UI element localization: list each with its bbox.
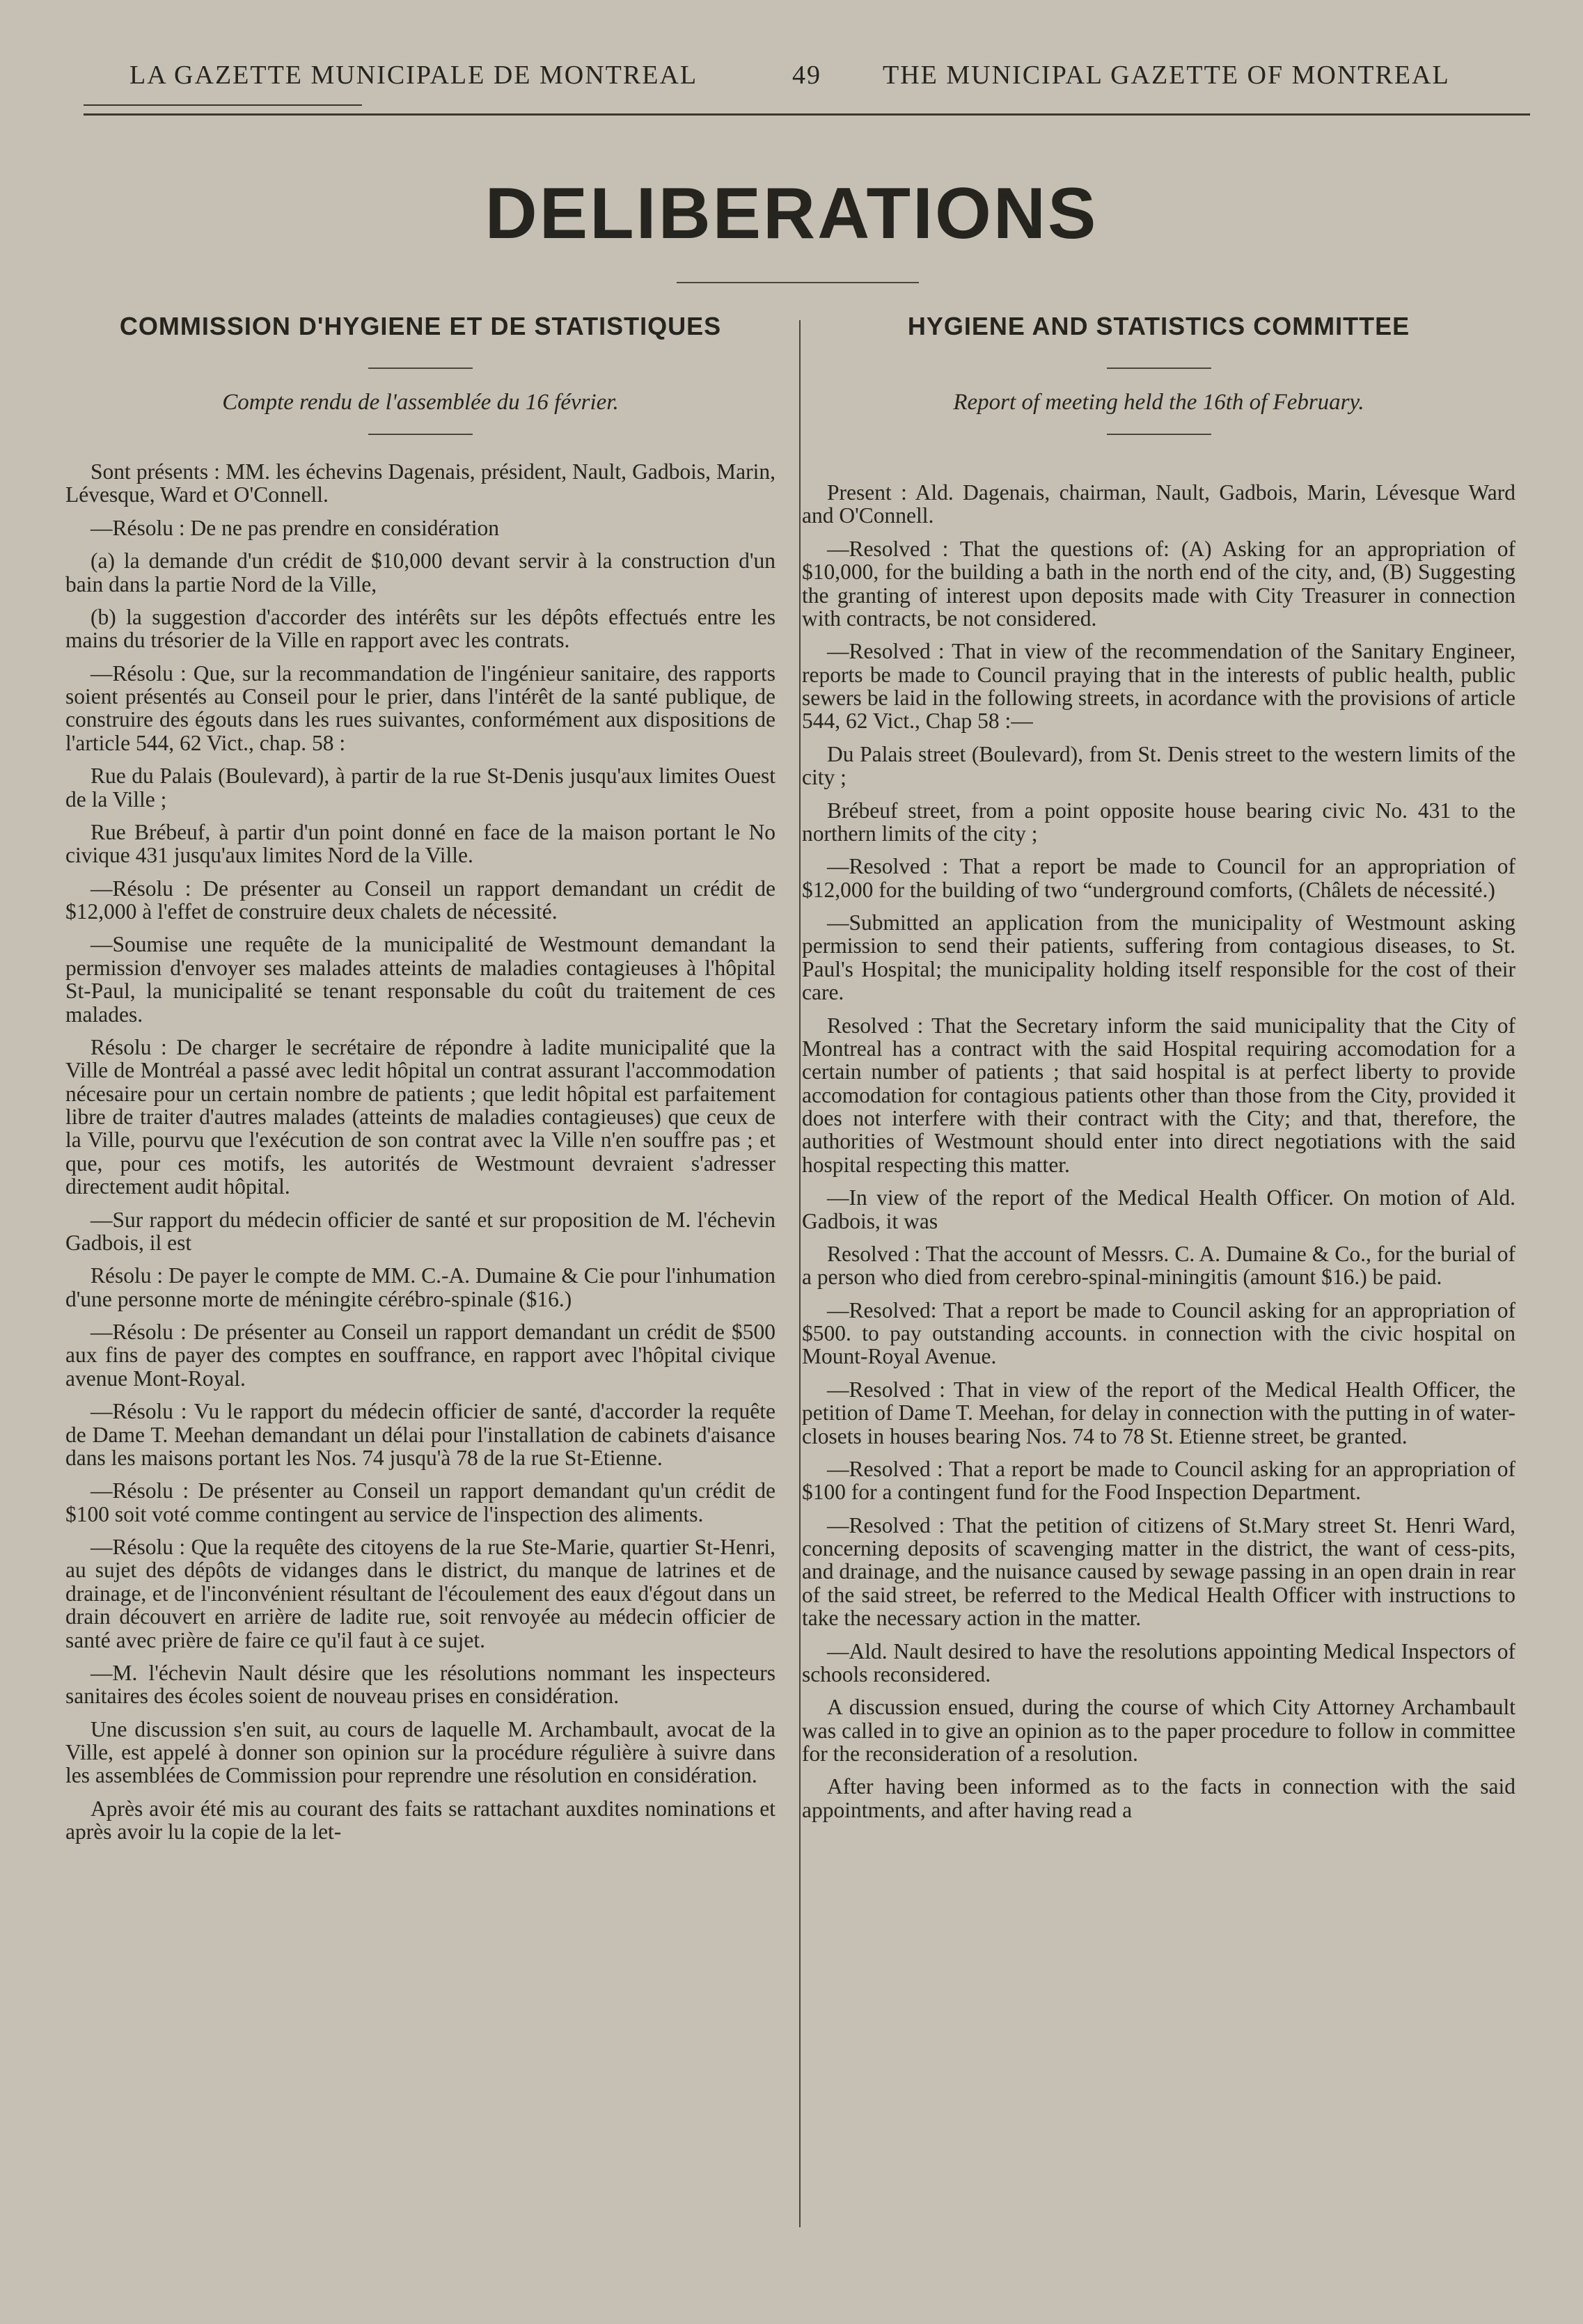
paragraph: Résolu : De charger le secrétaire de répondre à ladite municipalité que la Ville de Montréal a passé avec ledit hôpital un contrat assurant l'accommodation nécesaire pour un certain nombre de patients ; que ledit hôpital est parfaitement libre de traiter d'autres malades (atteints de maladies contagieuses) que ceux de la Ville, pourvu que l'exécution de son contrat avec la Ville n'en souffre pas ; et que, pour ces motifs, les autorités de Westmount devraient s'adresser directement audit hôpital. bbox=[65, 1034, 775, 1199]
paragraph: —Resolved : That in view of the recommendation of the Sanitary Engineer, reports be made to Council praying that in the interests of public health, public sewers be laid in the following streets, in acordance with the provisions of article 544, 62 Vict., Chap 58 :— bbox=[802, 639, 1515, 734]
paragraph: —Résolu : Vu le rapport du médecin officier de santé, d'accorder la requête de Dame T. Meehan demandant un délai pour l'installation de cabinets d'aisance dans les maisons portant les Nos. 74 jusqu'à 78 de la rue St-Etienne. bbox=[65, 1399, 775, 1470]
french-heading: COMMISSION D'HYGIENE ET DE STATISTIQUES bbox=[119, 312, 722, 340]
header-right-title: THE MUNICIPAL GAZETTE OF MONTREAL bbox=[883, 61, 1450, 90]
english-subtitle: Report of meeting held the 16th of February. bbox=[953, 390, 1364, 415]
header-rule bbox=[84, 113, 1530, 116]
paragraph: —Sur rapport du médecin officier de santé et sur proposition de M. l'échevin Gadbois, il est bbox=[65, 1207, 775, 1255]
paragraph: (b) la suggestion d'accorder des intérêts sur les dépôts effectués entre les mains du trésorier de la Ville en rapport avec les contrats. bbox=[65, 604, 775, 653]
paragraph: Résolu : De payer le compte de MM. C.-A. Dumaine & Cie pour l'inhumation d'une personne morte de méningite cérébro-spinale ($16.) bbox=[65, 1263, 775, 1311]
paragraph: —Résolu : De présenter au Conseil un rapport demandant un crédit de $12,000 à l'effet de construire deux chalets de nécessité. bbox=[65, 876, 775, 924]
paragraph: —Resolved : That a report be made to Council asking for an appropriation of $100 for a contingent fund for the Food Inspection Department. bbox=[802, 1456, 1515, 1505]
paragraph: Resolved : That the Secretary inform the said municipality that the City of Montreal has a contract with the said Hospital requiring accomodation for a certain number of patients ; that said hospital is at perfect liberty to provide accomodation for contagious patients other than those from the City, provided it does not interfere with their contract with the City; and that, therefore, the authorities of Westmount should enter into direct negotiations with the said hospital respecting this matter. bbox=[802, 1013, 1515, 1177]
page-title: DELIBERATIONS bbox=[485, 173, 1098, 254]
paragraph: Après avoir été mis au courant des faits se rattachant auxdites nominations et après avoir lu la copie de la let- bbox=[65, 1796, 775, 1844]
paragraph: —In view of the report of the Medical Health Officer. On motion of Ald. Gadbois, it was bbox=[802, 1185, 1515, 1233]
paragraph: —Resolved : That the petition of citizens of St.Mary street St. Henri Ward, concerning deposits of scavenging matter in the district, the want of cess-pits, and drainage, and the nuisance caused by sewage passing in an open drain in rear of the said street, be referred to the Medical Health Officer with instructions to take the necessary action in the matter. bbox=[802, 1512, 1515, 1631]
french-body bbox=[65, 460, 775, 1844]
paragraph: —Resolved : That the questions of: (A) Asking for an appropriation of $10,000, for the building a bath in the north end of the city, and, (B) Suggesting the granting of interest upon deposits made with City Treasurer in connection with contracts, be not considered. bbox=[802, 536, 1515, 631]
paragraph: —Résolu : De présenter au Conseil un rapport demandant qu'un crédit de $100 soit voté comme contingent au service de l'inspection des aliments. bbox=[65, 1478, 775, 1526]
paragraph: After having been informed as to the facts in connection with the said appointments, and after having read a bbox=[802, 1774, 1515, 1822]
paragraph: Resolved : That the account of Messrs. C. A. Dumaine & Co., for the burial of a person who died from cerebro-spinal-miningitis (amount $16.) be paid. bbox=[802, 1241, 1515, 1290]
french-subtitle: Compte rendu de l'assemblée du 16 février. bbox=[222, 390, 619, 415]
paragraph: (a) la demande d'un crédit de $10,000 devant servir à la construction d'un bain dans la partie Nord de la Ville, bbox=[65, 548, 775, 596]
paragraph: Rue Brébeuf, à partir d'un point donné en face de la maison portant le No civique 431 jusqu'aux limites Nord de la Ville. bbox=[65, 819, 775, 868]
paragraph: Rue du Palais (Boulevard), à partir de la rue St-Denis jusqu'aux limites Ouest de la Ville ; bbox=[65, 764, 775, 812]
paragraph: Present : Ald. Dagenais, chairman, Nault, Gadbois, Marin, Lévesque Ward and O'Connell. bbox=[802, 480, 1515, 528]
english-heading: HYGIENE AND STATISTICS COMMITTEE bbox=[907, 312, 1410, 340]
paragraph: Du Palais street (Boulevard), from St. Denis street to the western limits of the city ; bbox=[802, 741, 1515, 790]
paragraph: —Résolu : De ne pas prendre en considération bbox=[90, 515, 499, 540]
title-divider bbox=[677, 282, 919, 283]
paragraph: —Résolu : Que la requête des citoyens de la rue Ste-Marie, quartier St-Henri, au sujet des dépôts de vidanges dans le district, du manque de latrines et de drainage, et de l'inconvénient résultant de l'écoulement des eaux d'égout dans un drain découvert en arrière de ladite rue, soit renvoyée au médecin officier de santé avec prière de faire ce qu'il faut à ce sujet. bbox=[65, 1535, 775, 1652]
paragraph: A discussion ensued, during the course of which City Attorney Archambault was called in to give an opinion as to the paper procedure to follow in committee for the reconsideration of a resolution. bbox=[802, 1695, 1515, 1766]
header-rule-short bbox=[84, 104, 362, 106]
header-left-title: LA GAZETTE MUNICIPALE DE MONTREAL bbox=[129, 61, 698, 90]
french-heading-rule bbox=[368, 367, 473, 369]
french-subtitle-rule bbox=[368, 434, 473, 435]
paragraph: —Résolu : Que, sur la recommandation de l'ingénieur sanitaire, des rapports soient présentés au Conseil pour le prier, dans l'intérêt de la santé publique, de construire des égouts dans les rues suivantes, conformément aux dispositions de l'article 544, 62 Vict., chap. 58 : bbox=[65, 661, 775, 755]
english-subtitle-rule bbox=[1107, 434, 1211, 435]
page-number: 49 bbox=[792, 61, 821, 90]
column-divider bbox=[799, 320, 801, 2227]
paragraph: —Resolved : That a report be made to Council for an appropriation of $12,000 for the building of two “underground comforts, (Châlets de nécessité.) bbox=[802, 854, 1515, 902]
english-column bbox=[802, 292, 1515, 1831]
english-body bbox=[802, 481, 1515, 1821]
paragraph: —Soumise une requête de la municipalité de Westmount demandant la permission d'envoyer ses malades atteints de maladies contagieuses à l'hôpital St-Paul, la municipalité se tenant responsable du coût du traitement de ces malades. bbox=[65, 932, 775, 1027]
paragraph: —Submitted an application from the municipality of Westmount asking permission to send their patients, suffering from contagious diseases, to St. Paul's Hospital; the municipality holding itself responsible for the cost of their care. bbox=[802, 910, 1515, 1005]
paragraph: —Resolved: That a report be made to Council asking for an appropriation of $500. to pay outstanding accounts. in connection with the civic hospital on Mount-Royal Avenue. bbox=[802, 1297, 1515, 1369]
english-heading-rule bbox=[1107, 367, 1211, 369]
paragraph: —M. l'échevin Nault désire que les résolutions nommant les inspecteurs sanitaires des écoles soient de nouveau prises en considération. bbox=[65, 1660, 775, 1709]
paragraph: —Résolu : De présenter au Conseil un rapport demandant un crédit de $500 aux fins de payer des comptes en souffrance, en rapport avec l'hôpital civique avenue Mont-Royal. bbox=[65, 1320, 775, 1391]
french-column bbox=[65, 292, 775, 1853]
paragraph: Brébeuf street, from a point opposite house bearing civic No. 431 to the northern limits of the city ; bbox=[802, 798, 1515, 846]
paragraph: Une discussion s'en suit, au cours de laquelle M. Archambault, avocat de la Ville, est appelé à donner son opinion sur la procédure régulière à suivre dans les assemblées de Commission pour reprendre une résolution en considération. bbox=[65, 1716, 775, 1788]
paragraph: Sont présents : MM. les échevins Dagenais, président, Nault, Gadbois, Marin, Lévesque, Ward et O'Connell. bbox=[65, 459, 775, 507]
paragraph: —Ald. Nault desired to have the resolutions appointing Medical Inspectors of schools reconsidered. bbox=[802, 1638, 1515, 1686]
paragraph: —Resolved : That in view of the report of the Medical Health Officer, the petition of Dame T. Meehan, for delay in connection with the putting in of water-closets in houses bearing Nos. 74 to 78 St. Etienne street, be granted. bbox=[802, 1377, 1515, 1448]
